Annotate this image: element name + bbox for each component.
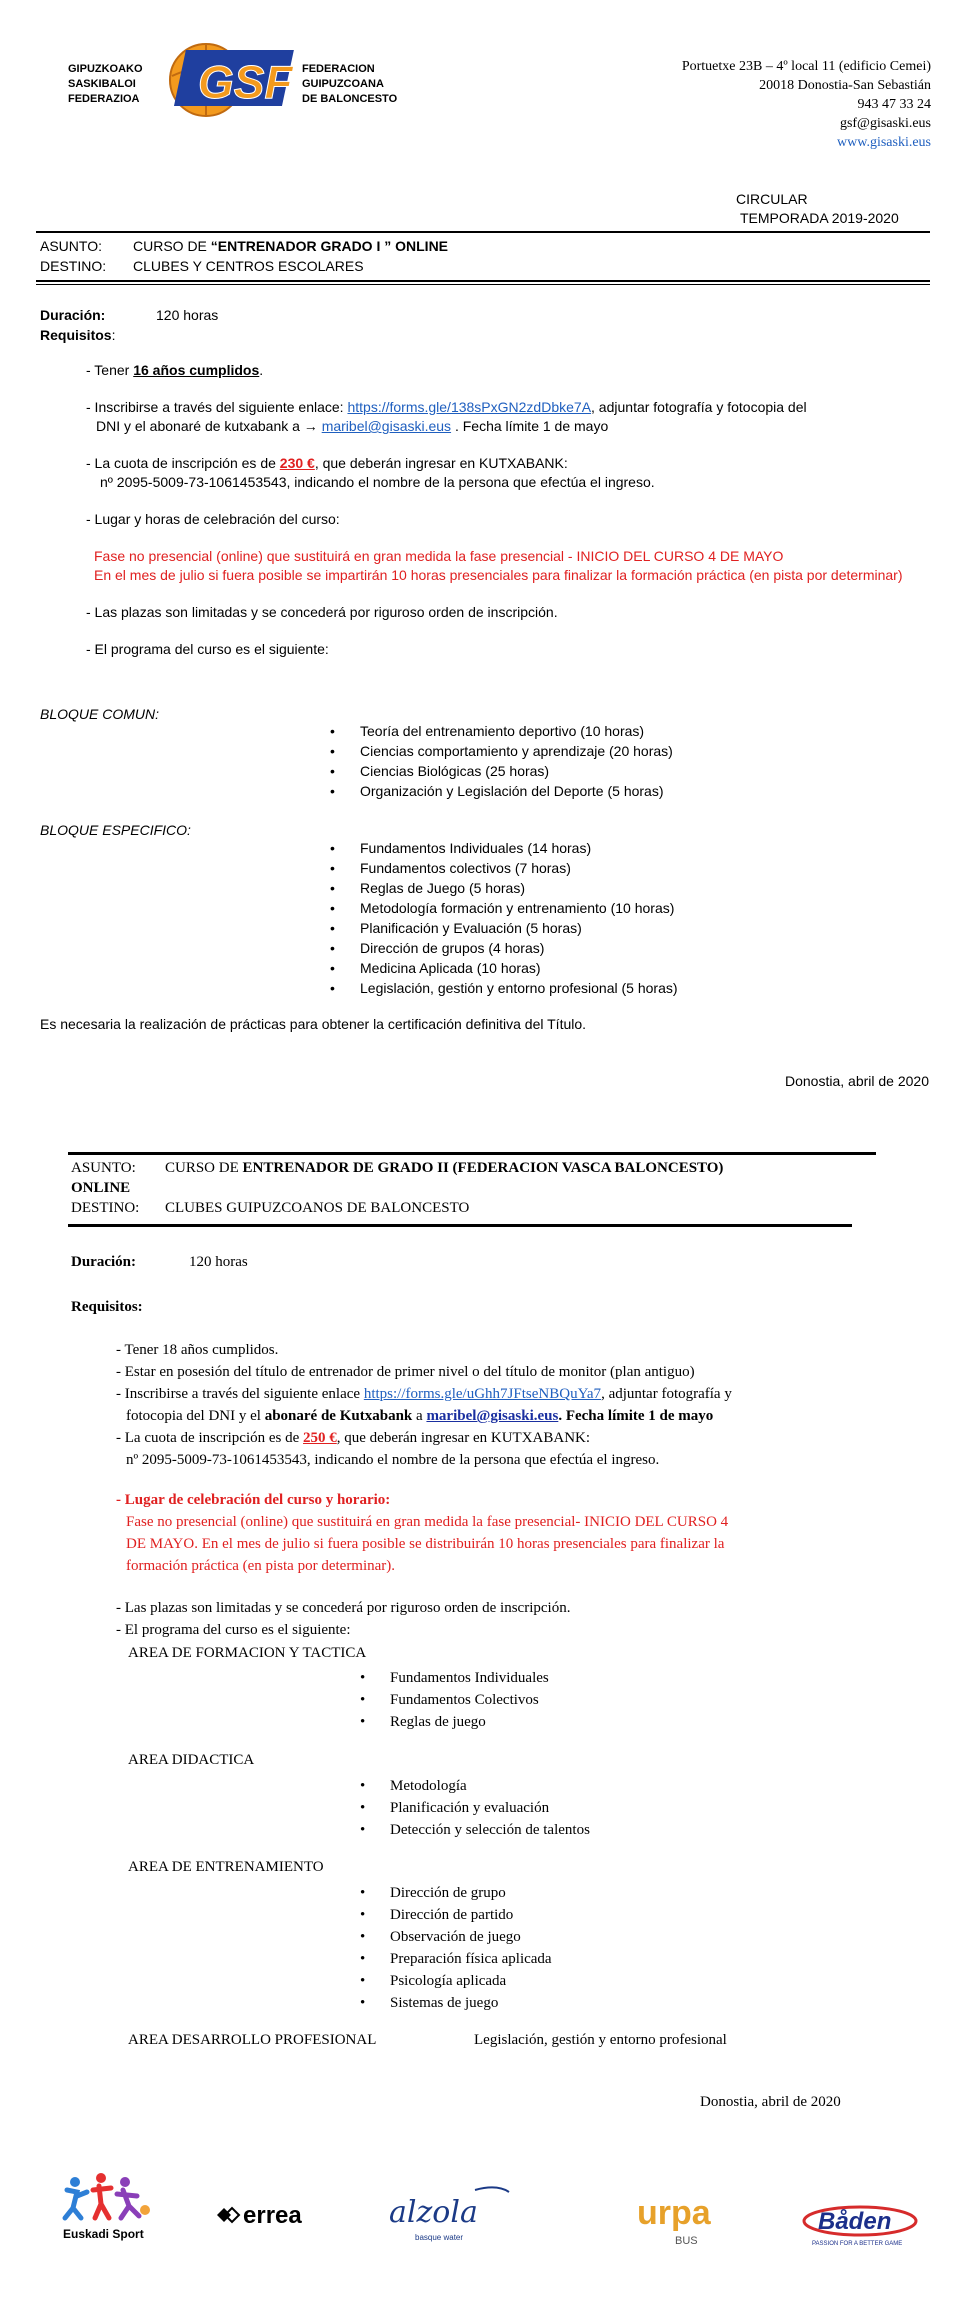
req-fee: - La cuota de inscripción es de 250 €, que deberán ingresar en KUTXABANK: nº 2095-5009-73-1061453543, indicando el nombre de la persona que efectúa el ingreso. — [116, 1430, 660, 1468]
list-item: • Planificación y evaluación — [360, 1797, 590, 1819]
list-item: • Dirección de grupo — [360, 1882, 552, 1904]
email-link[interactable]: maribel@gisaski.eus — [321, 418, 452, 434]
list-item: • Dirección de partido — [360, 1904, 552, 1926]
list-item: • Fundamentos Individuales — [360, 1667, 549, 1689]
urpa-bus-logo — [635, 2190, 735, 2250]
bloque-comun-list — [330, 721, 673, 801]
divider — [36, 284, 930, 285]
alzola-logo — [385, 2180, 515, 2245]
list-item: • Fundamentos Colectivos — [360, 1689, 549, 1711]
req-fee: - La cuota de inscripción es de 230 €, que deberán ingresar en KUTXABANK: nº 2095-5009-73-1061453543, indicando el nombre de la persona que efectúa el ingreso. — [86, 455, 655, 490]
req-title: - Estar en posesión del título de entrenador de primer nivel o del título de monitor (plan antiguo) — [116, 1364, 695, 1380]
list-item: • Observación de juego — [360, 1926, 552, 1948]
grade2-date: Donostia, abril de 2020 — [700, 2094, 841, 2110]
bloque-comun-label: BLOQUE COMUN: — [40, 706, 160, 722]
req-age: - Tener 16 años cumplidos. — [86, 362, 264, 378]
grade2-requirements-label: Requisitos: — [71, 1299, 143, 1315]
grade1-subject: ASUNTO: CURSO DE “ENTRENADOR GRADO I ” ONLINE DESTINO: CLUBES Y CENTROS ESCOLARES — [40, 238, 449, 274]
area1-list — [360, 1667, 549, 1733]
list-item: • Planificación y Evaluación (5 horas) — [330, 918, 678, 938]
gsf-logo — [158, 40, 298, 128]
svg-text:Båden: Båden — [818, 2208, 892, 2235]
area1-label: AREA DE FORMACION Y TACTICA — [128, 1645, 367, 1661]
list-item: • Ciencias comportamiento y aprendizaje (20 horas) — [330, 741, 673, 761]
grade1-date: Donostia, abril de 2020 — [785, 1073, 929, 1089]
baden-logo — [800, 2195, 920, 2250]
area3-list — [360, 1882, 552, 2014]
bloque-especifico-list — [330, 838, 678, 998]
req-limited: - Las plazas son limitadas y se concederá por riguroso orden de inscripción. — [86, 604, 558, 620]
list-item: • Reglas de juego — [360, 1711, 549, 1733]
svg-text:Euskadi Sport: Euskadi Sport — [63, 2227, 144, 2241]
bloque-especifico-label: BLOQUE ESPECIFICO: — [40, 822, 191, 838]
req-place: - Lugar y horas de celebración del curso: — [86, 511, 340, 527]
req-inscription: - Inscribirse a través del siguiente enlace https://forms.gle/uGhh7JFtseNBQuYa7, adjuntar fotografía y fotocopia del DNI y el abonaré de Kutxabank a maribel@gisaski.eus. Fecha límite 1 de mayo — [116, 1386, 732, 1424]
list-item: • Dirección de grupos (4 horas) — [330, 938, 678, 958]
divider — [68, 1152, 876, 1155]
list-item: • Sistemas de juego — [360, 1992, 552, 2014]
area2-list — [360, 1775, 590, 1841]
svg-text:basque water: basque water — [415, 2233, 464, 2242]
svg-text:PASSION FOR A BETTER GAME: PASSION FOR A BETTER GAME — [812, 2241, 903, 2247]
area3-label: AREA DE ENTRENAMIENTO — [128, 1859, 324, 1875]
svg-text:BUS: BUS — [675, 2235, 698, 2247]
list-item: • Preparación física aplicada — [360, 1948, 552, 1970]
online-notice: - Lugar de celebración del curso y horario: Fase no presencial (online) que sustituirá en gran medida la fase presencial- INICIO DEL CURSO 4 DE MAYO. En el mes de julio si fuera posible se distribuirán 10 horas presenciales para finalizar la formación práctica (en pista por determinar). — [116, 1492, 729, 1574]
form-link[interactable]: https://forms.gle/uGhh7JFtseNBQuYa7 — [363, 1386, 602, 1402]
list-item: • Detección y selección de talentos — [360, 1819, 590, 1841]
list-item: • Medicina Aplicada (10 horas) — [330, 958, 678, 978]
req-limited: - Las plazas son limitadas y se concederá por riguroso orden de inscripción. — [116, 1600, 571, 1616]
list-item: • Psicología aplicada — [360, 1970, 552, 1992]
website-link[interactable]: www.gisaski.eus — [837, 135, 931, 150]
area2-label: AREA DIDACTICA — [128, 1752, 255, 1768]
online-notice: Fase no presencial (online) que sustituirá en gran medida la fase presencial - INICIO DEL CURSO 4 DE MAYO En el mes de julio si fuera posible se impartirán 10 horas presenciales para finalizar la formación práctica (en pista por determinar) — [94, 548, 903, 583]
req-age: - Tener 18 años cumplidos. — [116, 1342, 279, 1358]
org-name-basque: GIPUZKOAKO SASKIBALOI FEDERAZIOA — [68, 63, 143, 105]
list-item: • Teoría del entrenamiento deportivo (10 horas) — [330, 721, 673, 741]
area4: AREA DESARROLLO PROFESIONAL Legislación, gestión y entorno profesional — [128, 2032, 727, 2048]
req-inscription: - Inscribirse a través del siguiente enlace: https://forms.gle/138sPxGN2zdDbke7A, adjuntar fotografía y fotocopia del DNI y el abonaré de kutxabank a → maribel@gisaski.eus . Fecha límite 1 de mayo — [86, 399, 807, 434]
email-link[interactable]: maribel@gisaski.eus — [426, 1408, 559, 1424]
svg-text:urpa: urpa — [637, 2194, 711, 2232]
svg-text:errea: errea — [243, 2202, 302, 2229]
grade1-requirements — [86, 361, 929, 659]
grade2-requirements — [116, 1339, 884, 1641]
grade2-subject: ASUNTO: CURSO DE ENTRENADOR DE GRADO II (FEDERACION VASCA BALONCESTO) ONLINE DESTINO: CLUBES GUIPUZCOANOS DE BALONCESTO — [71, 1160, 724, 1216]
svg-text:GSF: GSF — [198, 56, 293, 108]
errea-logo — [215, 2200, 335, 2230]
list-item: • Organización y Legislación del Deporte (5 horas) — [330, 781, 673, 801]
list-item: • Metodología formación y entrenamiento (10 horas) — [330, 898, 678, 918]
req-program: - El programa del curso es el siguiente: — [116, 1622, 351, 1638]
list-item: • Fundamentos Individuales (14 horas) — [330, 838, 678, 858]
org-name-spanish: FEDERACION GUIPUZCOANA DE BALONCESTO — [302, 63, 398, 105]
divider — [36, 231, 930, 233]
list-item: • Metodología — [360, 1775, 590, 1797]
form-link[interactable]: https://forms.gle/138sPxGN2zdDbke7A — [347, 399, 592, 415]
list-item: • Fundamentos colectivos (7 horas) — [330, 858, 678, 878]
grade2-duration: Duración: 120 horas — [71, 1254, 248, 1270]
list-item: • Reglas de Juego (5 horas) — [330, 878, 678, 898]
circular-label: CIRCULAR TEMPORADA 2019-2020 — [736, 191, 899, 226]
svg-text:alzola: alzola — [389, 2195, 478, 2230]
divider — [36, 280, 930, 282]
req-program: - El programa del curso es el siguiente: — [86, 641, 329, 657]
list-item: • Ciencias Biológicas (25 horas) — [330, 761, 673, 781]
divider — [68, 1224, 852, 1227]
address-block: Portuetxe 23B – 4º local 11 (edificio Cemei) 20018 Donostia-San Sebastián 943 47 33 24 gsf@gisaski.eus www.gisaski.eus — [681, 59, 931, 150]
practicas-note: Es necesaria la realización de prácticas para obtener la certificación definitiva del Título. — [40, 1016, 587, 1032]
grade1-duration: Duración: 120 horas Requisitos: — [40, 307, 219, 343]
list-item: • Legislación, gestión y entorno profesional (5 horas) — [330, 978, 678, 998]
euskadi-sport-logo — [55, 2170, 155, 2245]
